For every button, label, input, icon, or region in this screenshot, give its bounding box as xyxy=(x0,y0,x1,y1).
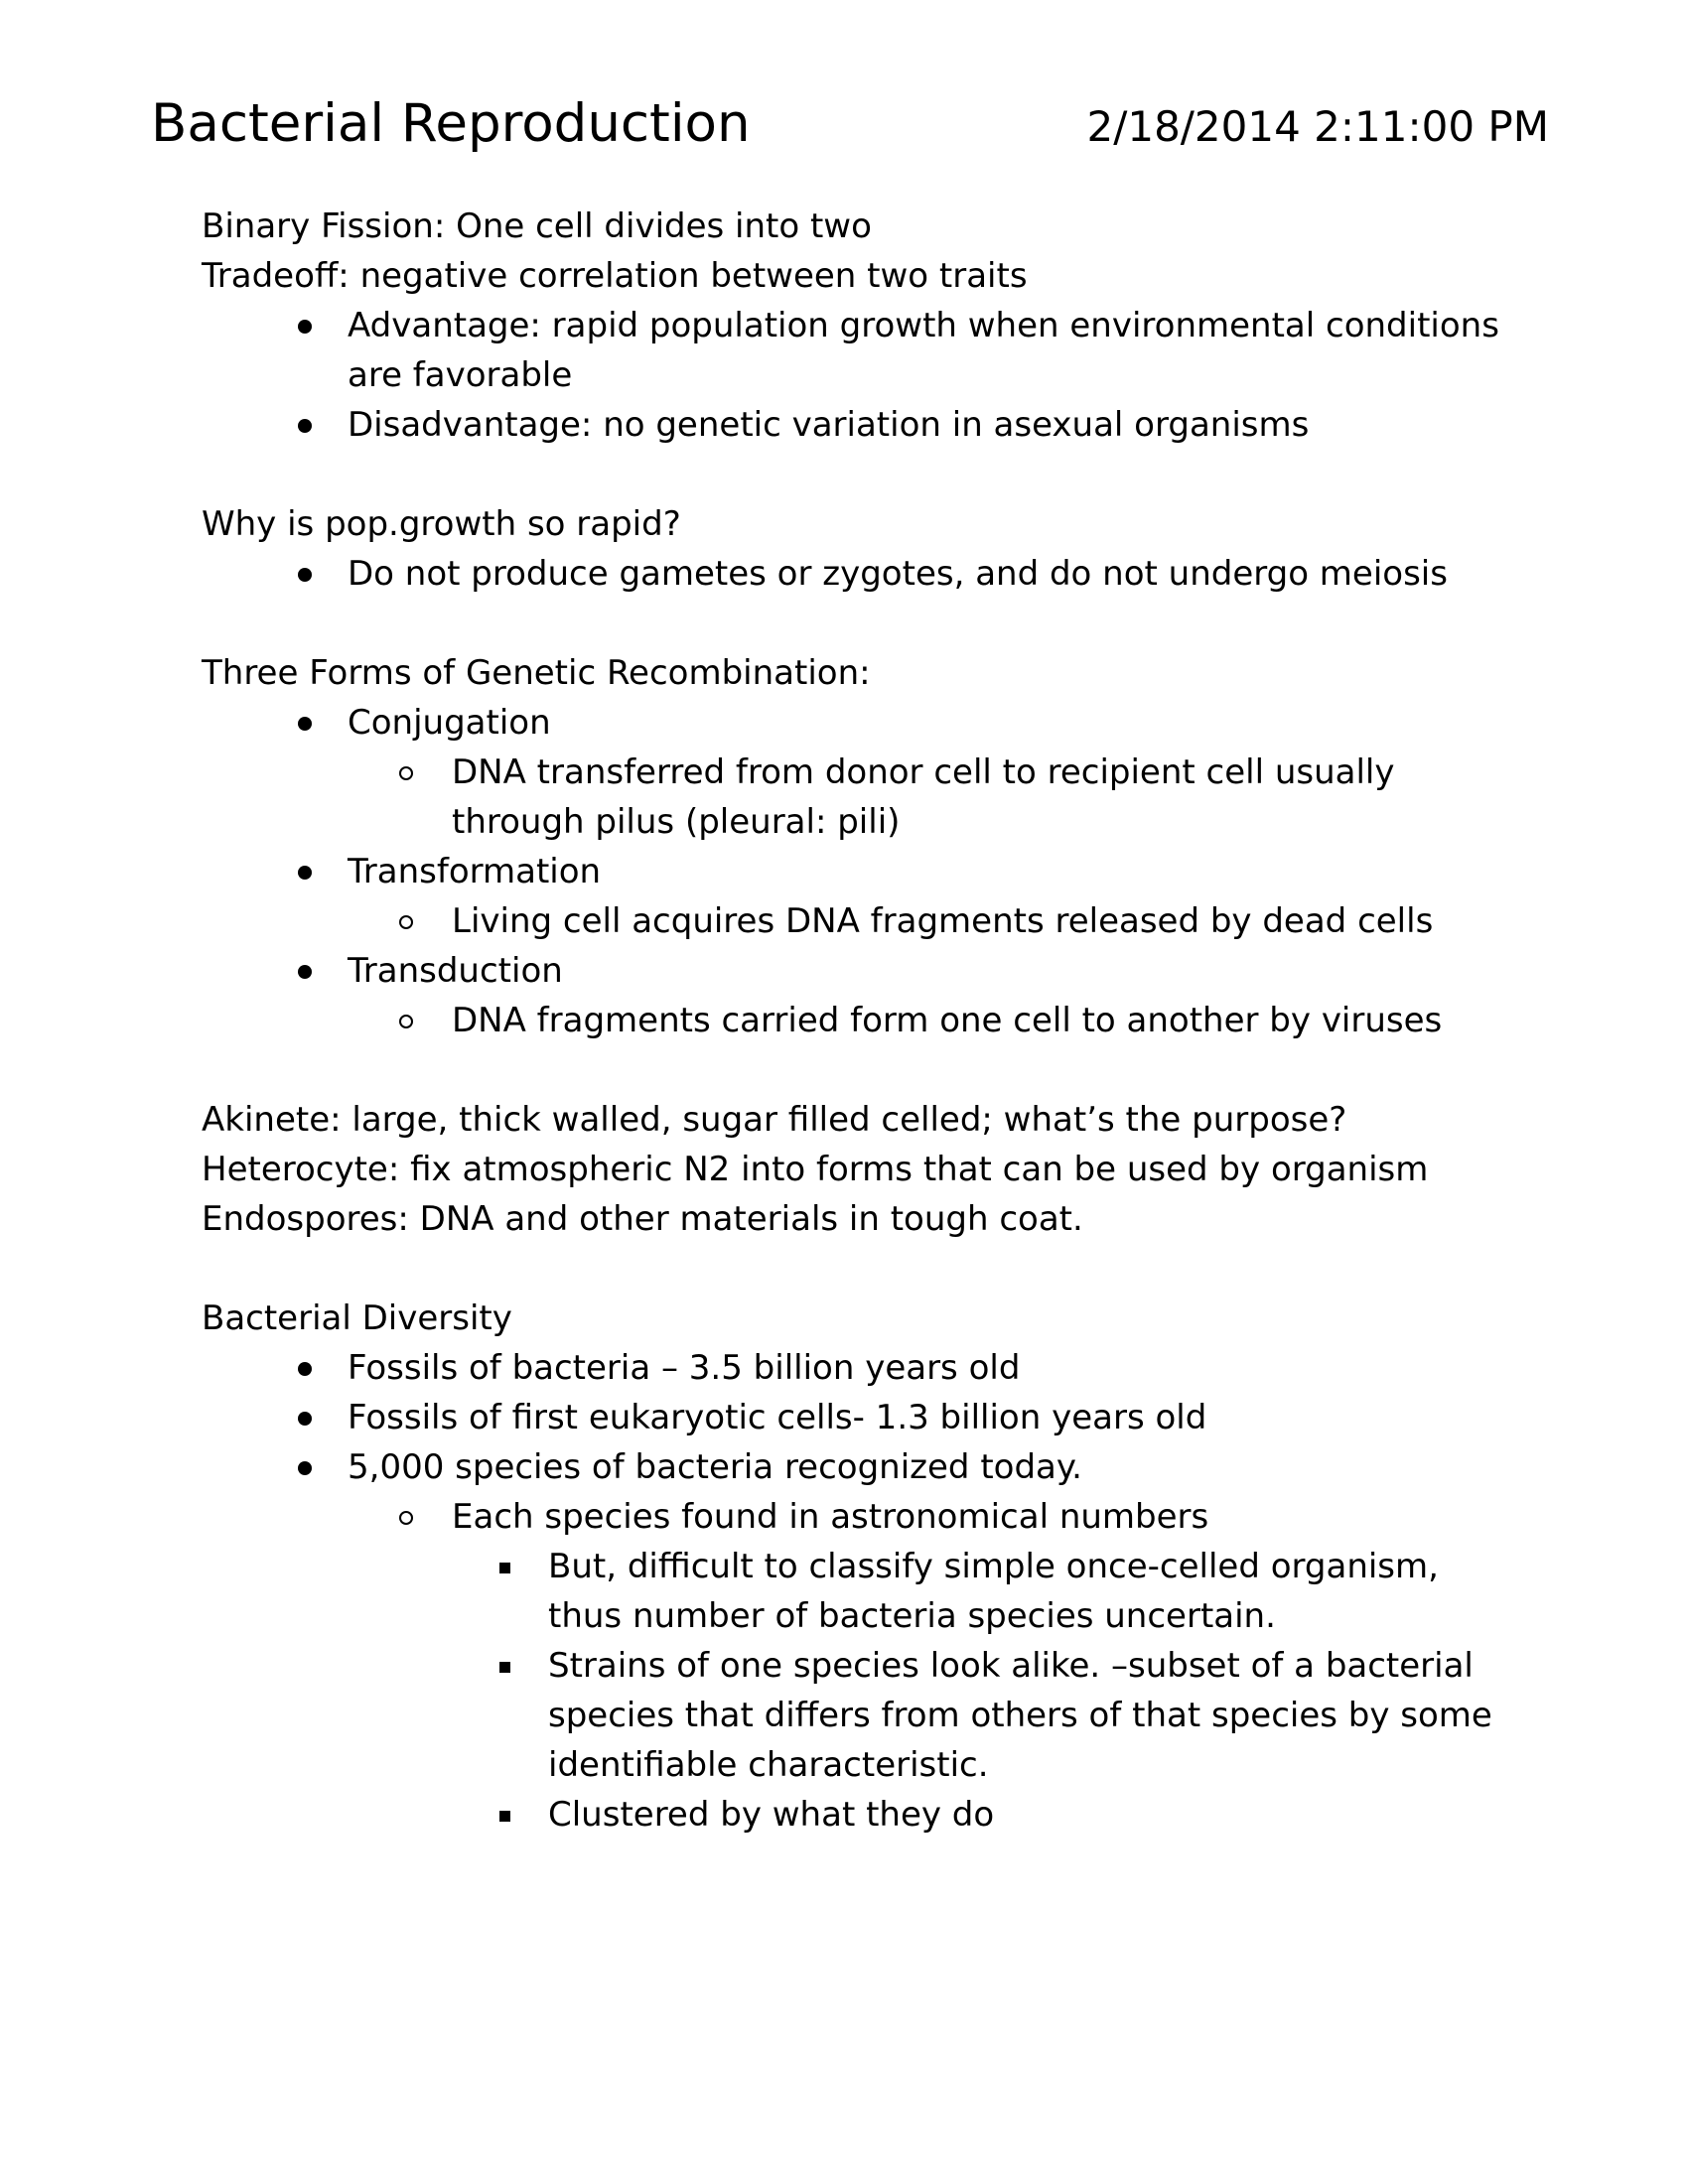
text-line: Fossils of first eukaryotic cells- 1.3 billion years old xyxy=(348,1398,1207,1437)
square-bullet-icon xyxy=(499,1662,510,1673)
bullet-icon xyxy=(298,965,312,979)
bullet-icon xyxy=(298,568,312,582)
text-line: Transformation xyxy=(348,852,602,891)
square-bullet-icon xyxy=(499,1563,510,1573)
text-line: through pilus (pleural: pili) xyxy=(452,802,901,842)
timestamp: 2/18/2014 2:11:00 PM xyxy=(1086,102,1549,151)
text-line: Tradeoff: negative correlation between two traits xyxy=(202,256,1028,296)
blank-line xyxy=(0,1045,1688,1095)
bullet-item xyxy=(0,1343,1688,1393)
text-line: identifiable characteristic. xyxy=(548,1745,989,1785)
bullet-item xyxy=(0,400,1688,450)
bullet-item xyxy=(0,1442,1688,1492)
bullet-item xyxy=(0,1393,1688,1442)
text-line: Do not produce gametes or zygotes, and do not undergo meiosis xyxy=(348,554,1448,594)
text-line: Heterocyte: fix atmospheric N2 into forms that can be used by organism xyxy=(202,1150,1429,1189)
paragraph xyxy=(0,648,1688,698)
sub-sub-bullet-item xyxy=(0,1641,1688,1790)
paragraph xyxy=(0,1145,1688,1194)
text-line: 5,000 species of bacteria recognized today. xyxy=(348,1447,1082,1487)
text-line: Endospores: DNA and other materials in tough coat. xyxy=(202,1199,1083,1239)
text-line: Three Forms of Genetic Recombination: xyxy=(202,653,871,693)
blank-line xyxy=(0,1244,1688,1294)
bullet-icon xyxy=(298,866,312,880)
text-line: Bacterial Diversity xyxy=(202,1298,512,1338)
bullet-icon xyxy=(298,419,312,433)
sub-bullet-item xyxy=(0,1492,1688,1542)
sub-bullet-item xyxy=(0,896,1688,946)
bullet-item xyxy=(0,847,1688,896)
bullet-item xyxy=(0,549,1688,599)
text-line: are favorable xyxy=(348,355,573,395)
text-line: DNA fragments carried form one cell to another by viruses xyxy=(452,1001,1443,1040)
text-line: Living cell acquires DNA fragments released by dead cells xyxy=(452,901,1434,941)
bullet-item xyxy=(0,946,1688,996)
text-line: DNA transferred from donor cell to recipient cell usually xyxy=(452,752,1395,792)
sub-bullet-item xyxy=(0,748,1688,847)
paragraph xyxy=(0,202,1688,251)
sub-bullet-item xyxy=(0,996,1688,1045)
blank-line xyxy=(0,599,1688,648)
paragraph xyxy=(0,1194,1688,1244)
text-line: Each species found in astronomical numbers xyxy=(452,1497,1209,1537)
circle-bullet-icon xyxy=(399,915,413,929)
circle-bullet-icon xyxy=(399,1015,413,1028)
bullet-icon xyxy=(298,320,312,334)
circle-bullet-icon xyxy=(399,766,413,780)
paragraph xyxy=(0,251,1688,301)
circle-bullet-icon xyxy=(399,1511,413,1525)
document-body xyxy=(0,202,1688,1840)
blank-line xyxy=(0,450,1688,499)
square-bullet-icon xyxy=(499,1811,510,1822)
text-line: Strains of one species look alike. –subset of a bacterial xyxy=(548,1646,1474,1686)
text-line: Binary Fission: One cell divides into two xyxy=(202,206,872,246)
bullet-icon xyxy=(298,717,312,731)
bullet-item xyxy=(0,301,1688,400)
bullet-icon xyxy=(298,1461,312,1475)
page-title: Bacterial Reproduction xyxy=(151,93,751,154)
sub-sub-bullet-item xyxy=(0,1790,1688,1840)
bullet-item xyxy=(0,698,1688,748)
text-line: Transduction xyxy=(348,951,563,991)
text-line: thus number of bacteria species uncertain. xyxy=(548,1596,1276,1636)
text-line: Why is pop.growth so rapid? xyxy=(202,504,681,544)
text-line: Advantage: rapid population growth when environmental conditions xyxy=(348,306,1499,345)
text-line: Conjugation xyxy=(348,703,551,743)
document-header xyxy=(151,93,1549,154)
text-line: species that differs from others of that species by some xyxy=(548,1696,1492,1735)
bullet-icon xyxy=(298,1412,312,1426)
bullet-icon xyxy=(298,1362,312,1376)
paragraph xyxy=(0,1095,1688,1145)
text-line: Clustered by what they do xyxy=(548,1795,995,1835)
text-line: But, difficult to classify simple once-celled organism, xyxy=(548,1547,1439,1586)
paragraph xyxy=(0,1294,1688,1343)
text-line: Disadvantage: no genetic variation in asexual organisms xyxy=(348,405,1310,445)
text-line: Fossils of bacteria – 3.5 billion years old xyxy=(348,1348,1021,1388)
paragraph xyxy=(0,499,1688,549)
sub-sub-bullet-item xyxy=(0,1542,1688,1641)
text-line: Akinete: large, thick walled, sugar filled celled; what’s the purpose? xyxy=(202,1100,1347,1140)
